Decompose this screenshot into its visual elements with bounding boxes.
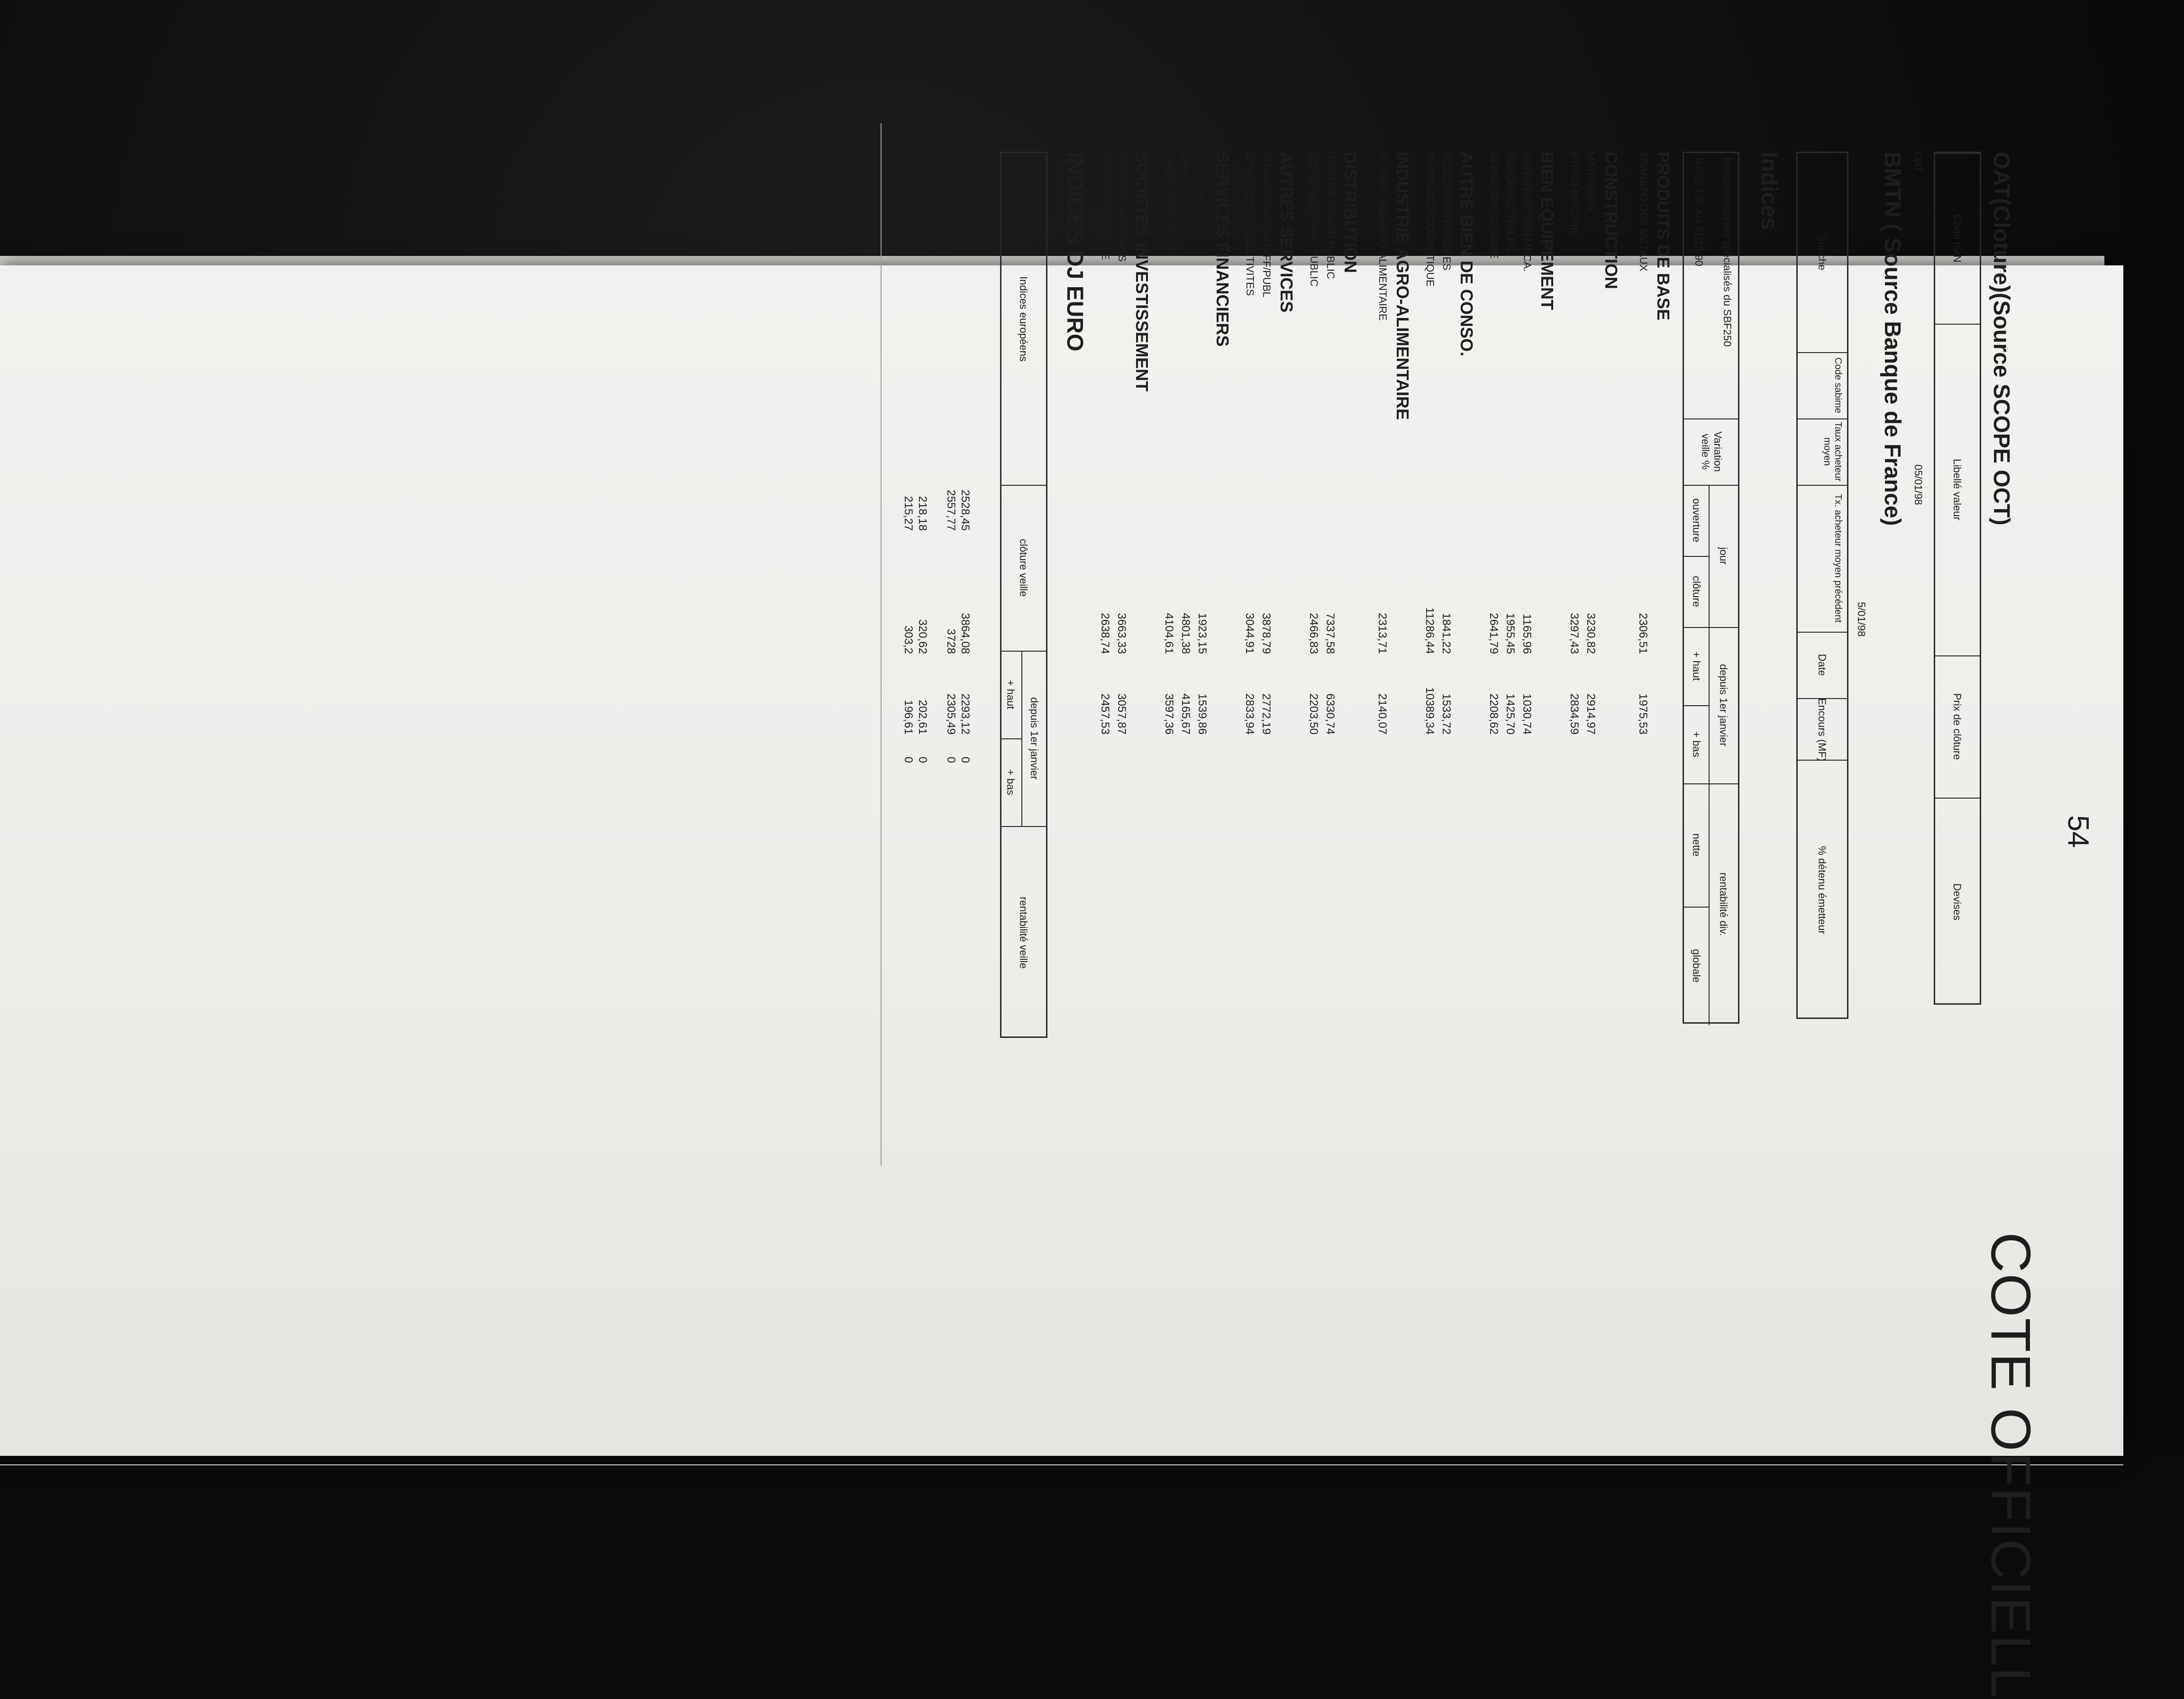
indices-col-depuis: depuis 1er janvier <box>1718 664 1729 746</box>
dj-row-label: BASE 1000 31-12-91 <box>974 152 986 250</box>
indices-dj-table-header <box>1000 152 1047 1038</box>
row-bas: 6330,74 <box>1324 693 1337 735</box>
row-bas: 1425,70 <box>1504 693 1517 735</box>
row-bas: 2140,07 <box>1376 693 1389 735</box>
page-number: 54 <box>2062 815 2094 848</box>
row-label: BANQUES <box>1180 152 1192 203</box>
row-haut: 1955,45 <box>1504 613 1517 654</box>
row-label: ENV/RSCES COLLECTIVITES <box>1244 152 1256 296</box>
row-haut: 3878,79 <box>1260 613 1273 654</box>
dj-row-haut: 3864,08 <box>959 613 972 654</box>
page-rule <box>881 123 882 1166</box>
dj-row-cloture: 218,18 <box>916 496 929 531</box>
oat-col-devises: Devises <box>1951 883 1963 921</box>
indices-col-nette: nette <box>1691 833 1702 857</box>
row-bas: 4165,67 <box>1179 693 1192 735</box>
indices-dj-col-depuis: depuis 1er janvier <box>1028 697 1040 780</box>
row-haut: 4104,61 <box>1163 613 1175 654</box>
dj-row-haut: 303,2 <box>902 625 915 654</box>
row-label: CREDIT SPECIALISE <box>1164 152 1175 254</box>
bmtn-date: 5/01/98 <box>1856 602 1867 637</box>
indices-col-ouverture: ouverture <box>1691 498 1702 543</box>
dj-row-label: DJ STOXX E <box>917 152 929 212</box>
group-construction: CONSTRUCTION <box>1602 152 1621 289</box>
row-bas: 10389,34 <box>1423 687 1436 735</box>
row-bas: 1975,53 <box>1637 693 1649 735</box>
dj-row-label: DJ STOXX 50 <box>946 152 957 217</box>
oat-col-libelle: Libellé valeur <box>1951 459 1963 520</box>
row-bas: 2914,97 <box>1584 693 1597 735</box>
indices-dj-col-cloture: clôture veille <box>1018 538 1029 597</box>
row-bas: 2203,50 <box>1307 693 1320 735</box>
oat-col-prix: Prix de clôture <box>1951 693 1963 760</box>
bmtn-col-souche: Souche <box>1816 235 1828 271</box>
dj-row-cloture: 2557,77 <box>945 490 957 531</box>
row-bas: 2772,19 <box>1260 693 1273 735</box>
oat-row-date: 05/01/98 <box>1912 464 1924 505</box>
row-haut: 11286,44 <box>1423 607 1436 654</box>
page-content <box>322 123 2114 1699</box>
oat-row-label: OAT <box>1912 152 1924 173</box>
bmtn-table-header <box>1796 152 1848 1019</box>
indices-dj-col-haut: + haut <box>1005 680 1017 709</box>
row-label: PHARMACIE/COSMETIQUE <box>1424 152 1436 287</box>
oat-heading: OAT(Cloture)(Source SCOPE OCT) <box>1989 152 2014 526</box>
row-label: STES PORTEFEUILLE <box>1100 152 1111 260</box>
group-societes-investissement: SOCIETES INVESTISSEMENT <box>1132 152 1152 392</box>
indices-table-header <box>1683 152 1739 1024</box>
bmtn-col-taux: Taux acheteur moyen <box>1822 422 1843 482</box>
bmtn-col-encours: Encours (MF) <box>1816 698 1828 762</box>
row-haut: 1841,22 <box>1440 613 1453 654</box>
row-haut: 3663,33 <box>1115 613 1128 654</box>
row-haut: 7337,58 <box>1324 613 1337 654</box>
indices-col-jour: jour <box>1718 547 1729 565</box>
dj-row-bas: 2305,49 <box>945 693 957 735</box>
dj-row-rent: 0 <box>945 756 957 763</box>
row-label: TRANSFO.DES METAUX <box>1638 152 1649 272</box>
dj-row-rent: 0 <box>902 756 915 763</box>
row-haut: 1923,15 <box>1196 613 1209 654</box>
row-haut: 1165,96 <box>1520 614 1533 654</box>
row-bas: 2208,62 <box>1487 693 1500 735</box>
indices-col-haut: + haut <box>1691 651 1702 681</box>
dj-row-label: DJ STOXX 50 E <box>960 152 972 227</box>
page-fold-line <box>0 1464 2123 1465</box>
group-produits-de-base: PRODUITS DE BASE <box>1654 152 1673 321</box>
bmtn-col-date: Date <box>1816 654 1828 676</box>
group-bien-equipement: BIEN EQUIPEMENT <box>1538 152 1557 310</box>
row-label: SOCIETES HOLDINGS <box>1116 152 1128 262</box>
bmtn-col-detenu: % détenu émetteur <box>1816 846 1828 934</box>
indices-col-cloture: clôture <box>1691 575 1702 608</box>
indices-dj-col-label: Indices européens <box>1018 276 1029 362</box>
row-label: DIST.SPEC.GRAND PUBLIC <box>1308 152 1320 287</box>
row-haut: 2638,74 <box>1099 613 1111 654</box>
dj-row-rent: 0 <box>916 756 929 763</box>
dj-row-cloture: 215,27 <box>902 496 915 531</box>
dj-row-bas: 2293,12 <box>959 693 972 735</box>
row-bas: 3057,87 <box>1115 693 1128 735</box>
indices-table-subtitle: BASE 100 AU 31/12/90 <box>1693 158 1705 266</box>
row-haut: 4801,38 <box>1179 613 1192 654</box>
row-haut: 3044,91 <box>1243 613 1256 654</box>
bmtn-col-code: Code sabime <box>1833 357 1843 413</box>
row-label: EQUI.DOMEST/PROFES <box>1441 152 1453 271</box>
bmtn-col-taux-prec: Tx. acheteur moyen précédent <box>1833 494 1843 623</box>
row-haut: 2641,79 <box>1487 613 1500 654</box>
row-bas: 1539,86 <box>1196 693 1209 735</box>
row-label: ELEC/ELECT/TELEC. <box>1505 152 1517 255</box>
row-label: MATERIAUX <box>1585 152 1597 212</box>
group-distribution: DISTRIBUTION <box>1341 152 1360 273</box>
indices-col-bas: + bas <box>1691 731 1702 757</box>
indices-col-globale: globale <box>1691 949 1702 983</box>
indices-col-variation: Variation veille % <box>1700 431 1724 472</box>
group-autres-services: AUTRES SERVICES <box>1277 152 1296 313</box>
indices-dj-heading: INDICES DJ EURO <box>1062 152 1087 352</box>
indices-col-rentabilite: rentabilité div. <box>1718 872 1729 936</box>
dj-row-bas: 196,61 <box>902 700 915 735</box>
indices-heading: Indices <box>1756 152 1782 230</box>
group-industrie-agro: INDUSTRIE AGRO-ALIMENTAIRE <box>1393 152 1412 420</box>
dj-row-rent: 0 <box>959 756 972 763</box>
row-bas: 2457,53 <box>1099 693 1111 735</box>
row-haut: 2306,51 <box>1637 613 1649 654</box>
row-label: COMMUNICATION DIFF/PUBL <box>1261 152 1273 298</box>
row-bas: 2833,94 <box>1243 693 1256 735</box>
dj-row-bas: 202,61 <box>916 700 929 735</box>
row-label: AERO/ESPACE/ARME <box>1488 152 1500 259</box>
row-haut: 3230,82 <box>1584 613 1597 654</box>
dj-row-label: DJ STOXX <box>903 152 915 203</box>
row-label: AUTRES IND.AGRO-ALIMENTAIRE <box>1377 152 1389 321</box>
group-autre-bien-conso: AUTRE BIEN DE CONSO. <box>1457 152 1476 357</box>
bmtn-heading: BMTN ( Source Banque de France) <box>1880 152 1905 526</box>
row-haut: 3297,43 <box>1568 613 1581 654</box>
row-haut: 2466,83 <box>1307 613 1320 654</box>
row-bas: 3597,36 <box>1163 693 1175 735</box>
row-label: DIST.GLE GRAND PUBLIC <box>1325 152 1337 279</box>
row-bas: 1533,72 <box>1440 693 1453 735</box>
group-services-financiers: SERVICES FINANCIERS <box>1213 152 1232 347</box>
row-haut: 2313,71 <box>1376 613 1389 654</box>
header-title: COTE OFFICIELL <box>1979 1232 2042 1699</box>
oat-col-isin: Code ISIN <box>1951 214 1963 263</box>
oat-table-header <box>1934 152 1981 1005</box>
dj-row-cloture: 2528,45 <box>959 490 972 531</box>
row-label: BTP/GENIE CIVIL <box>1569 152 1581 236</box>
row-label: CONSTRUCTION MECA. <box>1521 152 1533 272</box>
indices-table-title: Indices sectoriels spécialisés du SBF250 <box>1721 158 1733 347</box>
dj-row-label: BASE 1000 31-12-91 <box>931 152 943 250</box>
indices-dj-col-rentabilite: rentabilité veille <box>1018 897 1029 969</box>
row-bas: 1030,74 <box>1520 693 1533 735</box>
dj-row-haut: 320,62 <box>916 619 929 654</box>
row-bas: 2834,59 <box>1568 693 1581 735</box>
dj-row-haut: 3728 <box>945 628 957 654</box>
indices-dj-col-bas: + bas <box>1005 769 1017 795</box>
row-label: ASSURANCES <box>1197 152 1209 224</box>
